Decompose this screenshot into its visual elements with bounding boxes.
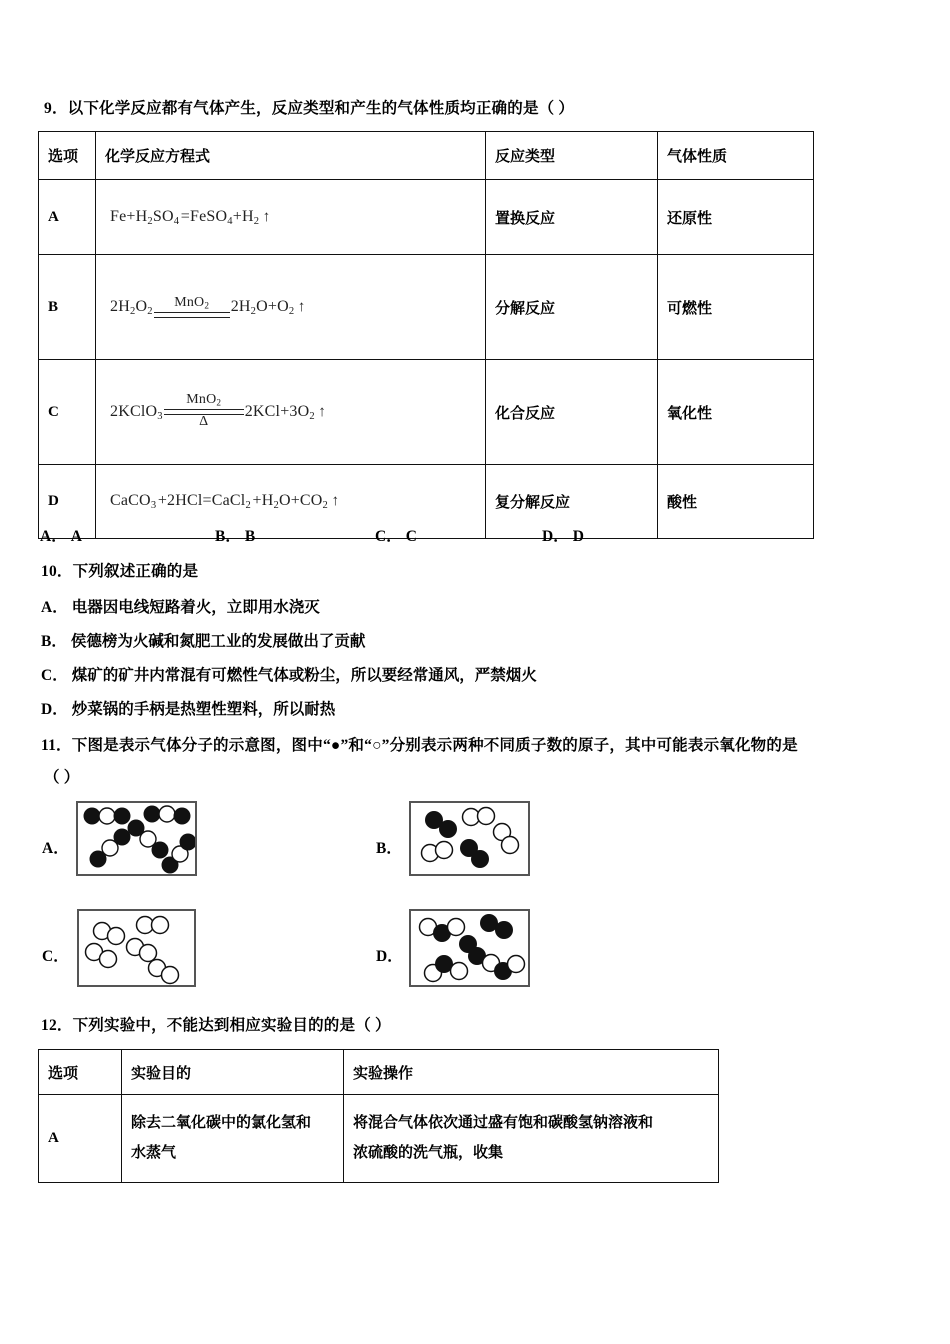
question-9-stem: [44, 96, 574, 118]
row-option-d: D: [39, 465, 96, 539]
row-equation-d: CaCO$_3$ +2HCl=CaCl$_2$ $+H_2O+CO_2$ ↑: [96, 465, 486, 539]
question-9-number: 9．: [44, 100, 68, 117]
question-11-stem-line1: [41, 733, 798, 755]
question-10-stem-text: 下列叙述正确的是: [72, 563, 199, 580]
row-reaction-type-b: 分解反应: [486, 255, 658, 360]
row-gas-property-d: 酸性: [658, 465, 814, 539]
question-11-number: 11．: [41, 737, 72, 754]
header-option: 选项: [39, 1050, 122, 1095]
row-reaction-type-a: 置换反应: [486, 180, 658, 255]
row-option-a: A: [39, 180, 96, 255]
row-option-c: C: [39, 360, 96, 465]
question-12-stem-text: 下列实验中，不能达到相应实验目的的是（ ）: [72, 1017, 391, 1034]
question-10-option-d[interactable]: [41, 697, 335, 719]
answer-label: B．: [215, 528, 241, 545]
answer-label: D．: [542, 528, 569, 545]
question-10-option-c[interactable]: [41, 663, 537, 685]
answer-text: B: [244, 528, 256, 545]
table-row: [39, 180, 814, 255]
question-10-number: 10．: [41, 563, 73, 580]
question-9-answer-c[interactable]: [375, 524, 417, 546]
molecule-diagram-d[interactable]: [409, 909, 530, 987]
row-operation-a-line2: 浓硫酸的洗气瓶，收集: [353, 1144, 504, 1161]
question-10-option-a[interactable]: [41, 595, 320, 617]
option-text: 电器因电线短路着火，立即用水浇灭: [71, 599, 320, 616]
table-row: [39, 465, 814, 539]
row-operation-a: [344, 1095, 719, 1183]
question-9-answer-a[interactable]: [40, 524, 82, 546]
question-11-option-b-label[interactable]: B．: [376, 840, 402, 857]
molecule-diagram-c-svg: [79, 911, 194, 985]
header-purpose: 实验目的: [122, 1050, 344, 1095]
option-text: 炒菜锅的手柄是热塑性塑料，所以耐热: [71, 701, 336, 718]
answer-label: C．: [375, 528, 402, 545]
row-gas-property-a: 还原性: [658, 180, 814, 255]
option-text: 侯德榜为火碱和氮肥工业的发展做出了贡献: [70, 633, 366, 650]
option-label: B．: [41, 633, 67, 650]
molecule-diagram-d-svg: [411, 911, 528, 985]
question-10-option-b[interactable]: [41, 629, 365, 651]
question-10-stem: [41, 559, 198, 581]
option-label: D．: [41, 701, 68, 718]
question-11-option-d-label[interactable]: D．: [376, 948, 403, 965]
molecule-diagram-b-svg: [411, 803, 528, 874]
header-reaction-type: 反应类型: [486, 132, 658, 180]
molecule-diagram-c[interactable]: [77, 909, 196, 987]
row-equation-b: $2H_2O_2$ MnO$_2$ $2H_2O+O_2$ ↑: [96, 255, 486, 360]
table-header-row: [39, 132, 814, 180]
question-9-table: [38, 131, 814, 539]
header-operation: 实验操作: [344, 1050, 719, 1095]
question-12-stem: [41, 1013, 391, 1035]
table-row: [39, 360, 814, 465]
row-option-a: A: [39, 1095, 122, 1183]
header-equation: 化学反应方程式: [96, 132, 486, 180]
option-text: 煤矿的矿井内常混有可燃性气体或粉尘，所以要经常通风，严禁烟火: [71, 667, 537, 684]
question-11-option-a-label[interactable]: A．: [42, 840, 69, 857]
row-gas-property-b: 可燃性: [658, 255, 814, 360]
row-reaction-type-c: 化合反应: [486, 360, 658, 465]
molecule-diagram-a[interactable]: [76, 801, 197, 876]
answer-text: A: [70, 528, 82, 545]
row-equation-a: $Fe+H_2SO_4$ $=FeSO_4+H_2$ ↑: [96, 180, 486, 255]
question-9-answer-b[interactable]: [215, 524, 255, 546]
reaction-arrow-mno2-heat: MnO$_2$ Δ: [164, 393, 244, 431]
table-row: [39, 255, 814, 360]
question-9-answer-d[interactable]: [542, 524, 584, 546]
question-11-option-c-label[interactable]: C．: [42, 948, 69, 965]
answer-text: C: [405, 528, 417, 545]
row-reaction-type-d: 复分解反应: [486, 465, 658, 539]
header-option: 选项: [39, 132, 96, 180]
row-purpose-a-line2: 水蒸气: [131, 1144, 177, 1161]
row-gas-property-c: 氧化性: [658, 360, 814, 465]
row-equation-c: 2KClO$_3$ MnO$_2$ Δ $2KCl+3O_2$ ↑: [96, 360, 486, 465]
answer-label: A．: [40, 528, 67, 545]
question-11-stem-line2: （ ）: [44, 769, 80, 786]
reaction-arrow-mno2: MnO$_2$: [154, 296, 230, 318]
question-11-stem-text: 下图是表示气体分子的示意图，图中“●”和“○”分别表示两种不同质子数的原子，其中可能表示氧化物的是: [71, 737, 798, 754]
molecule-diagram-b[interactable]: [409, 801, 530, 876]
table-header-row: [39, 1050, 719, 1095]
option-label: A．: [41, 599, 68, 616]
question-12-number: 12．: [41, 1017, 73, 1034]
molecule-diagram-a-svg: [78, 803, 195, 874]
question-12-table: [38, 1049, 719, 1183]
row-purpose-a: [122, 1095, 344, 1183]
row-operation-a-line1: 将混合气体依次通过盛有饱和碳酸氢钠溶液和: [353, 1115, 654, 1132]
row-option-b: B: [39, 255, 96, 360]
answer-text: D: [572, 528, 584, 545]
row-purpose-a-line1: 除去二氧化碳中的氯化氢和: [131, 1115, 312, 1132]
header-gas-property: 气体性质: [658, 132, 814, 180]
option-label: C．: [41, 667, 68, 684]
table-row: [39, 1095, 719, 1183]
question-9-stem-text: 以下化学反应都有气体产生，反应类型和产生的气体性质均正确的是（ ）: [67, 100, 575, 117]
